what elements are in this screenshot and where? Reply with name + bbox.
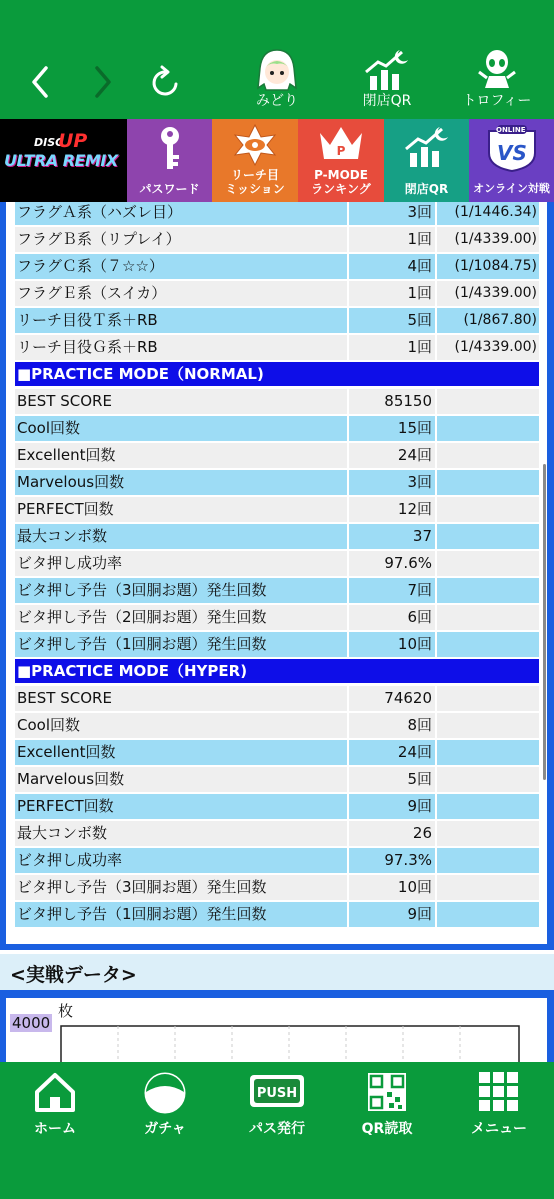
row-value: 10回: [349, 632, 435, 657]
live-data-title: <実戦データ>: [10, 964, 137, 986]
row-count: 5回: [349, 308, 435, 333]
table-row: [15, 281, 547, 306]
row-empty-cell: [437, 902, 539, 927]
menu-strip: [0, 119, 554, 202]
row-empty-cell: [437, 524, 539, 549]
row-empty-cell: [437, 632, 539, 657]
row-empty-cell: [437, 443, 539, 468]
row-label: Excellent回数: [15, 740, 347, 765]
table-row: [15, 254, 547, 279]
row-count: 1回: [349, 281, 435, 306]
row-label: フラグＡ系（ハズレ目）: [15, 202, 347, 225]
row-value: 97.6%: [349, 551, 435, 576]
live-data-chart: [6, 998, 547, 1062]
nav-gacha[interactable]: [110, 1066, 220, 1146]
top-navigation-bar: [0, 0, 554, 119]
chart-moon-icon: [402, 125, 452, 171]
nav-label: ホーム: [34, 1121, 76, 1137]
nav-menu[interactable]: [444, 1066, 554, 1146]
section-header-normal: ■PRACTICE MODE（NORMAL): [15, 362, 539, 386]
logo-disc-text: DISC: [34, 136, 64, 149]
chevron-right-icon: [84, 62, 124, 102]
row-value: 10回: [349, 875, 435, 900]
forward-button[interactable]: [84, 62, 124, 102]
table-row: [15, 686, 547, 711]
table-row: [15, 794, 547, 819]
table-row: [15, 416, 547, 441]
row-label: 最大コンボ数: [15, 821, 347, 846]
menu-tile-online-battle[interactable]: [469, 119, 554, 202]
menu-tile-p-mode-ranking[interactable]: [298, 119, 384, 202]
row-label: フラグＢ系（リプレイ）: [15, 227, 347, 252]
key-icon: [155, 125, 185, 173]
row-value: 9回: [349, 794, 435, 819]
row-value: 9回: [349, 902, 435, 927]
row-ratio: (1/1446.34): [437, 202, 539, 225]
top-item-label: みどり: [256, 93, 298, 109]
row-empty-cell: [437, 767, 539, 792]
stats-table: [15, 202, 547, 929]
top-item-trophy[interactable]: [452, 48, 542, 114]
nav-label: パス発行: [249, 1121, 305, 1137]
svg-text:P: P: [336, 144, 346, 158]
row-label: ビタ押し成功率: [15, 551, 347, 576]
row-ratio: (1/4339.00): [437, 335, 539, 360]
row-value: 3回: [349, 470, 435, 495]
row-ratio: (1/4339.00): [437, 227, 539, 252]
home-icon: [33, 1070, 77, 1114]
row-label: Cool回数: [15, 713, 347, 738]
push-button-icon: [247, 1070, 307, 1112]
table-row: [15, 389, 547, 414]
gacha-ball-icon: [142, 1070, 188, 1116]
table-row: [15, 308, 547, 333]
table-row: [15, 713, 547, 738]
row-empty-cell: [437, 551, 539, 576]
row-value: 24回: [349, 443, 435, 468]
top-item-label: トロフィー: [462, 93, 532, 109]
online-badge: ONLINE: [496, 126, 526, 134]
top-item-label: 閉店QR: [362, 93, 412, 109]
row-count: 1回: [349, 335, 435, 360]
row-label: BEST SCORE: [15, 389, 347, 414]
table-row: [15, 605, 547, 630]
logo-ultra-text: ULTRA REMIX: [4, 151, 118, 170]
row-value: 6回: [349, 605, 435, 630]
menu-tile-label: 閉店QR: [404, 182, 449, 196]
row-empty-cell: [437, 578, 539, 603]
menu-tile-label: オンライン対戦: [473, 182, 550, 195]
row-ratio: (1/4339.00): [437, 281, 539, 306]
menu-tile-label: P-MODE ランキング: [311, 168, 371, 196]
row-label: PERFECT回数: [15, 794, 347, 819]
row-label: フラグＥ系（スイカ）: [15, 281, 347, 306]
grid-menu-icon: [477, 1070, 521, 1114]
row-count: 3回: [349, 202, 435, 225]
table-row: [15, 632, 547, 657]
row-value: 15回: [349, 416, 435, 441]
row-value: 5回: [349, 767, 435, 792]
table-row: [15, 551, 547, 576]
table-row: [15, 821, 547, 846]
row-empty-cell: [437, 470, 539, 495]
row-value: 26: [349, 821, 435, 846]
stats-scroll-area[interactable]: [6, 202, 547, 944]
row-empty-cell: [437, 848, 539, 873]
menu-tile-password[interactable]: [127, 119, 212, 202]
table-row: [15, 335, 547, 360]
row-empty-cell: [437, 821, 539, 846]
row-label: ビタ押し予告（3回胴お題）発生回数: [15, 875, 347, 900]
table-row: [15, 740, 547, 765]
row-label: Cool回数: [15, 416, 347, 441]
table-row: [15, 875, 547, 900]
row-empty-cell: [437, 794, 539, 819]
nav-label: メニュー: [471, 1121, 527, 1137]
table-row: [15, 524, 547, 549]
table-row: [15, 227, 547, 252]
table-row: [15, 848, 547, 873]
row-empty-cell: [437, 713, 539, 738]
row-value: 24回: [349, 740, 435, 765]
row-ratio: (1/867.80): [437, 308, 539, 333]
row-count: 1回: [349, 227, 435, 252]
table-row: [15, 470, 547, 495]
game-logo[interactable]: [0, 119, 127, 202]
row-label: ビタ押し予告（1回胴お題）発生回数: [15, 902, 347, 927]
row-empty-cell: [437, 875, 539, 900]
svg-text:PUSH: PUSH: [256, 1086, 298, 1101]
live-data-chart-frame: [0, 990, 554, 1062]
row-value: 85150: [349, 389, 435, 414]
row-label: 最大コンボ数: [15, 524, 347, 549]
menu-tile-reach-mission[interactable]: [212, 119, 298, 202]
chart-unit-label: 枚: [58, 1002, 74, 1020]
star-badge-icon: [225, 123, 285, 167]
row-value: 37: [349, 524, 435, 549]
scrollbar[interactable]: [543, 464, 546, 780]
alien-trophy-icon: [477, 48, 517, 94]
row-label: リーチ目役Ｔ系＋RB: [15, 308, 347, 333]
qr-code-icon: [365, 1070, 409, 1114]
row-empty-cell: [437, 686, 539, 711]
row-value: 8回: [349, 713, 435, 738]
menu-tile-label: パスワード: [139, 182, 200, 196]
back-button[interactable]: [22, 62, 62, 102]
chart-grid: [6, 998, 547, 1062]
y-tick-label: 4000: [12, 1014, 51, 1032]
nav-label: QR読取: [361, 1121, 413, 1137]
top-item-closing-qr[interactable]: [342, 48, 432, 114]
row-value: 74620: [349, 686, 435, 711]
row-label: Excellent回数: [15, 443, 347, 468]
row-label: PERFECT回数: [15, 497, 347, 522]
nav-home[interactable]: [0, 1066, 110, 1146]
reload-button[interactable]: [146, 60, 186, 104]
row-empty-cell: [437, 605, 539, 630]
menu-tile-label: リーチ目 ミッション: [225, 168, 285, 196]
row-label: ビタ押し予告（1回胴お題）発生回数: [15, 632, 347, 657]
row-label: Marvelous回数: [15, 470, 347, 495]
section-header-hyper: ■PRACTICE MODE（HYPER): [15, 659, 539, 683]
row-empty-cell: [437, 416, 539, 441]
row-label: BEST SCORE: [15, 686, 347, 711]
row-ratio: (1/1084.75): [437, 254, 539, 279]
table-row: [15, 202, 547, 225]
top-item-midori[interactable]: [232, 48, 322, 114]
nav-qr-read[interactable]: [332, 1066, 442, 1146]
midori-character-icon: [254, 48, 300, 92]
table-row: [15, 578, 547, 603]
row-value: 7回: [349, 578, 435, 603]
crown-icon: [316, 123, 366, 163]
row-value: 97.3%: [349, 848, 435, 873]
bottom-navigation: [0, 1062, 554, 1199]
table-row: [15, 497, 547, 522]
live-data-header: [0, 954, 554, 990]
row-label: Marvelous回数: [15, 767, 347, 792]
row-label: ビタ押し成功率: [15, 848, 347, 873]
row-empty-cell: [437, 497, 539, 522]
row-label: フラグＣ系（７☆☆）: [15, 254, 347, 279]
table-row: [15, 902, 547, 927]
logo-up-text: UP: [58, 130, 88, 152]
row-label: リーチ目役Ｇ系＋RB: [15, 335, 347, 360]
row-empty-cell: [437, 389, 539, 414]
row-empty-cell: [437, 740, 539, 765]
table-row: [15, 443, 547, 468]
table-row: [15, 767, 547, 792]
chart-moon-icon: [362, 48, 412, 94]
nav-label: ガチャ: [144, 1121, 186, 1137]
row-label: ビタ押し予告（3回胴お題）発生回数: [15, 578, 347, 603]
nav-pass-issue[interactable]: [222, 1066, 332, 1146]
menu-tile-closing-qr[interactable]: [384, 119, 469, 202]
row-value: 12回: [349, 497, 435, 522]
reload-icon: [146, 60, 186, 104]
chevron-left-icon: [22, 62, 62, 102]
row-label: ビタ押し予告（2回胴お題）発生回数: [15, 605, 347, 630]
svg-text:VS: VS: [497, 141, 527, 165]
stats-frame: [0, 202, 554, 950]
row-count: 4回: [349, 254, 435, 279]
